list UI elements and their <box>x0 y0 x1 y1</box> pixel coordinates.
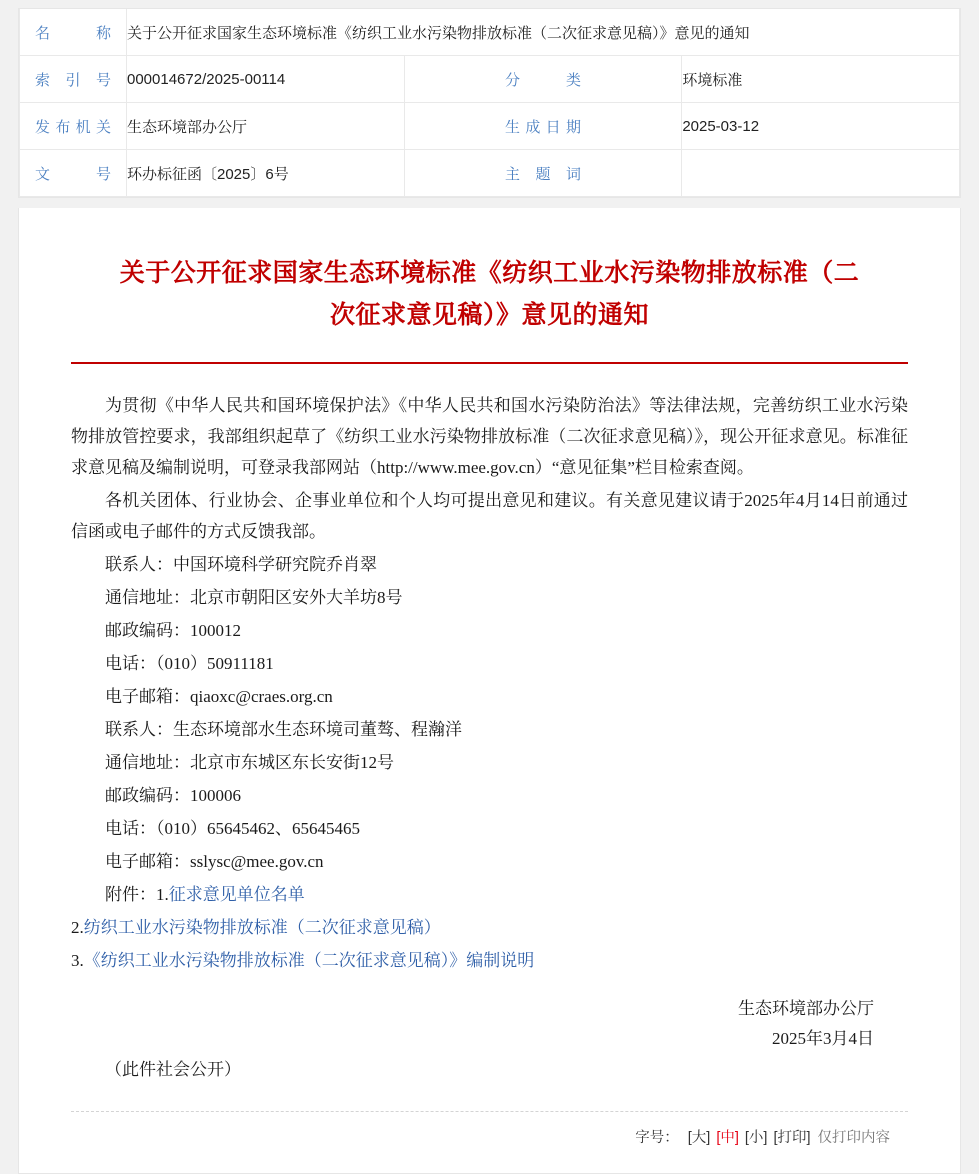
print-note: 仅打印内容 <box>817 1130 890 1146</box>
contact-line: 电子邮箱：sslysc@mee.gov.cn <box>105 852 324 871</box>
attachment-line-2 <box>71 912 908 943</box>
document-metadata-card <box>18 8 961 198</box>
meta-value-date: 2025-03-12 <box>682 103 960 150</box>
font-size-label: 字号： <box>635 1130 679 1146</box>
table-row <box>20 103 960 150</box>
paragraph-2: 各机关团体、行业协会、企事业单位和个人均可提出意见和建议。有关意见建议请于2025年4月14日前通过信函或电子邮件的方式反馈我部。 <box>71 491 908 541</box>
meta-label-issuer: 发布机关 <box>20 103 127 150</box>
meta-label-name: 名 称 <box>20 9 127 56</box>
signature-block <box>71 994 908 1054</box>
print-button[interactable]: [打印] <box>773 1130 811 1146</box>
font-size-large-button[interactable]: [大] <box>687 1130 711 1146</box>
attachment-number: 1. <box>156 885 169 904</box>
meta-value-name: 关于公开征求国家生态环境标准《纺织工业水污染物排放标准（二次征求意见稿）》意见的通知 <box>127 9 960 56</box>
attachment-line-3 <box>71 945 908 976</box>
meta-value-docnumber: 环办标征函〔2025〕6号 <box>127 150 405 197</box>
paragraph-1: 为贯彻《中华人民共和国环境保护法》《中华人民共和国水污染防治法》等法律法规，完善纺织工业水污染物排放管控要求，我部组织起草了《纺织工业水污染物排放标准（二次征求意见稿）》，现公开征求意见。标准征求意见稿及编制说明，可登录我部网站（http://www.mee.gov.cn）“意见征集”栏目检索查阅。 <box>71 396 908 477</box>
meta-value-category: 环境标准 <box>682 56 960 103</box>
font-size-small-button[interactable]: [小] <box>744 1130 768 1146</box>
attachment-link-2[interactable]: 纺织工业水污染物排放标准（二次征求意见稿） <box>83 918 441 937</box>
table-row <box>20 150 960 197</box>
page-title: 关于公开征求国家生态环境标准《纺织工业水污染物排放标准（二次征求意见稿）》意见的通知 <box>119 259 860 329</box>
public-release-note: （此件社会公开） <box>105 1060 241 1079</box>
table-row <box>20 56 960 103</box>
meta-label-keywords: 主 题 词 <box>404 150 682 197</box>
contact-line: 电子邮箱：qiaoxc@craes.org.cn <box>105 687 333 706</box>
contact-line: 联系人：中国环境科学研究院乔肖翠 <box>105 555 377 574</box>
meta-value-index: 000014672/2025-00114 <box>127 56 405 103</box>
title-divider <box>71 362 908 364</box>
meta-value-issuer: 生态环境部办公厅 <box>127 103 405 150</box>
contact-line: 邮政编码：100006 <box>105 786 241 805</box>
attachment-link-3[interactable]: 《纺织工业水污染物排放标准（二次征求意见稿）》编制说明 <box>83 951 535 970</box>
meta-label-category: 分 类 <box>404 56 682 103</box>
attachment-link-1[interactable]: 征求意见单位名单 <box>168 885 305 904</box>
contact-line: 通信地址：北京市朝阳区安外大羊坊8号 <box>105 588 403 607</box>
signature-date: 2025年3月4日 <box>772 1029 874 1048</box>
meta-label-docnumber: 文 号 <box>20 150 127 197</box>
attachment-number: 3. <box>71 951 84 970</box>
document-content-card <box>18 208 961 1174</box>
document-body <box>71 390 908 1085</box>
metadata-table <box>19 9 960 197</box>
footer-toolbar <box>71 1112 908 1159</box>
signature-organization: 生态环境部办公厅 <box>738 999 874 1018</box>
font-size-medium-button[interactable]: [中] <box>716 1130 739 1146</box>
contact-line: 通信地址：北京市东城区东长安街12号 <box>105 753 394 772</box>
meta-label-date: 生成日期 <box>404 103 682 150</box>
meta-label-index: 索 引 号 <box>20 56 127 103</box>
attachment-number: 2. <box>71 918 84 937</box>
contact-line: 电话：（010）65645462、65645465 <box>105 819 360 838</box>
meta-value-keywords <box>682 150 960 197</box>
attachment-line-1 <box>71 879 908 910</box>
table-row <box>20 9 960 56</box>
contact-line: 联系人：生态环境部水生态环境司董骜、程瀚洋 <box>105 720 462 739</box>
attachment-label: 附件： <box>105 885 156 904</box>
contact-line: 电话：（010）50911181 <box>105 654 274 673</box>
contact-line: 邮政编码：100012 <box>105 621 241 640</box>
